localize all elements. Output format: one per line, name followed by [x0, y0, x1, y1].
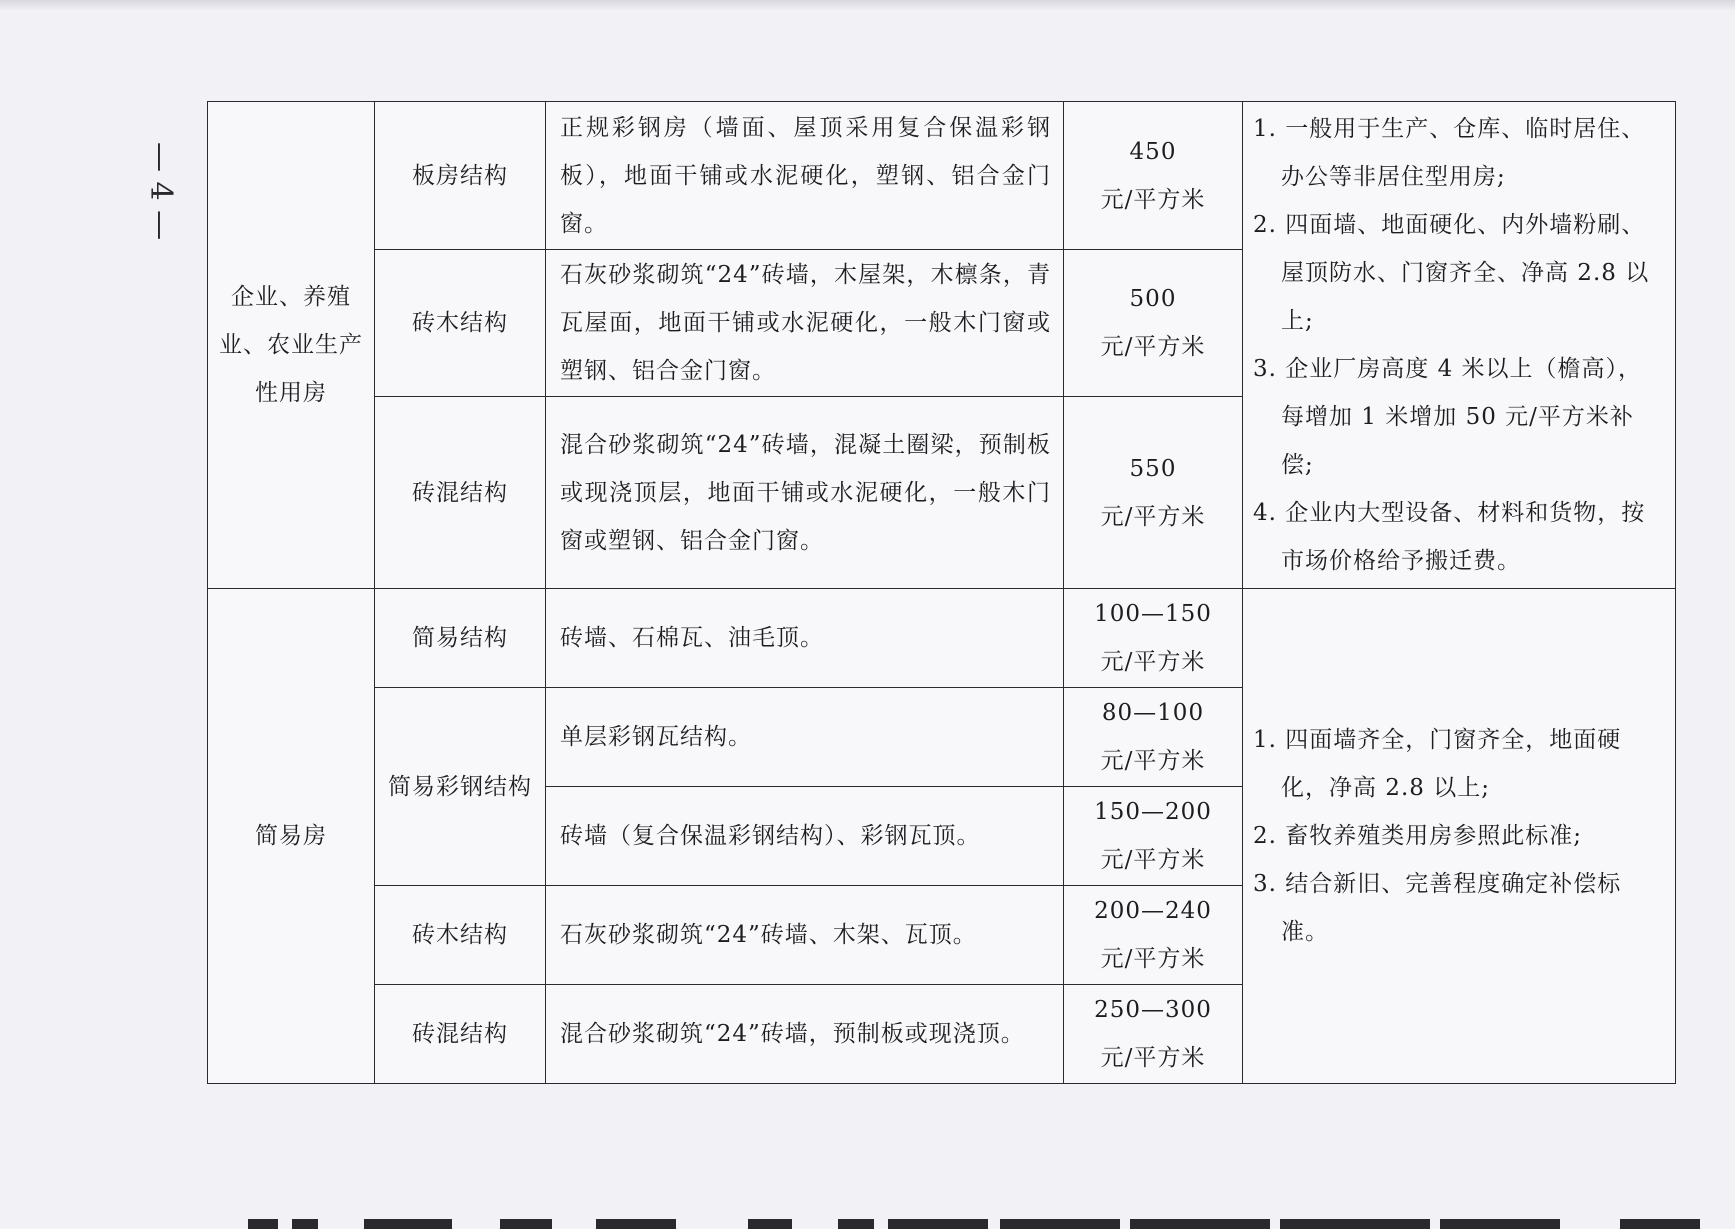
price-value: 150—200 — [1094, 799, 1212, 825]
structure-cell: 简易结构 — [375, 589, 546, 688]
description-cell: 砖墙（复合保温彩钢结构）、彩钢瓦顶。 — [546, 787, 1064, 886]
description-cell: 石灰砂浆砌筑“24”砖墙，木屋架，木檩条，青瓦屋面，地面干铺或水泥硬化，一般木门窗或塑钢、铝合金门窗。 — [546, 250, 1064, 397]
price-cell — [1064, 787, 1243, 886]
description-cell: 正规彩钢房（墙面、屋顶采用复合保温彩钢板），地面干铺或水泥硬化，塑钢、铝合金门窗。 — [546, 102, 1064, 250]
price-unit: 元/平方米 — [1100, 748, 1206, 774]
price-unit: 元/平方米 — [1100, 334, 1206, 360]
price-cell — [1064, 589, 1243, 688]
price-unit: 元/平方米 — [1100, 186, 1206, 213]
description-cell: 混合砂浆砌筑“24”砖墙，混凝土圈梁，预制板或现浇顶层，地面干铺或水泥硬化，一般木门窗或塑钢、铝合金门窗。 — [546, 397, 1064, 589]
description-cell: 砖墙、石棉瓦、油毛顶。 — [546, 589, 1064, 688]
notes-cell — [1243, 589, 1676, 1084]
note-item: 2. 畜牧养殖类用房参照此标准; — [1253, 823, 1583, 849]
description-cell: 混合砂浆砌筑“24”砖墙，预制板或现浇顶。 — [546, 985, 1064, 1084]
note-item: 3. 结合新旧、完善程度确定补偿标准。 — [1253, 871, 1622, 945]
structure-cell: 板房结构 — [375, 102, 546, 250]
price-cell — [1064, 886, 1243, 985]
price-value: 450 — [1129, 138, 1177, 165]
scan-top-edge — [0, 0, 1735, 10]
compensation-table — [207, 101, 1676, 1084]
category-cell: 简易房 — [208, 589, 375, 1084]
price-value: 250—300 — [1094, 997, 1212, 1023]
structure-cell: 砖混结构 — [375, 985, 546, 1084]
price-value: 100—150 — [1094, 601, 1212, 627]
note-item: 2. 四面墙、地面硬化、内外墙粉刷、屋顶防水、门窗齐全、净高 2.8 以上; — [1253, 212, 1650, 334]
scan-bottom-edge — [0, 1215, 1735, 1229]
price-unit: 元/平方米 — [1100, 649, 1206, 675]
price-value: 550 — [1129, 455, 1177, 482]
price-cell — [1064, 688, 1243, 787]
notes-cell — [1243, 102, 1676, 589]
price-cell — [1064, 250, 1243, 397]
price-value: 80—100 — [1101, 700, 1205, 726]
table-row — [208, 102, 1676, 250]
price-cell — [1064, 397, 1243, 589]
price-unit: 元/平方米 — [1100, 946, 1206, 972]
table-row — [208, 589, 1676, 688]
note-item: 4. 企业内大型设备、材料和货物，按市场价格给予搬迁费。 — [1253, 500, 1646, 574]
structure-cell: 砖木结构 — [375, 250, 546, 397]
price-unit: 元/平方米 — [1100, 847, 1206, 873]
price-value: 500 — [1129, 286, 1177, 312]
price-value: 200—240 — [1094, 898, 1212, 924]
price-cell — [1064, 985, 1243, 1084]
structure-cell: 砖木结构 — [375, 886, 546, 985]
price-unit: 元/平方米 — [1100, 1045, 1206, 1071]
note-item: 1. 一般用于生产、仓库、临时居住、办公等非居住型用房; — [1253, 116, 1646, 190]
price-cell — [1064, 102, 1243, 250]
description-cell: 单层彩钢瓦结构。 — [546, 688, 1064, 787]
note-item: 3. 企业厂房高度 4 米以上（檐高），每增加 1 米增加 50 元/平方米补偿; — [1253, 356, 1643, 478]
structure-cell: 砖混结构 — [375, 397, 546, 589]
page-number: — 4 — — [143, 141, 178, 241]
note-item: 1. 四面墙齐全，门窗齐全，地面硬化，净高 2.8 以上; — [1253, 727, 1622, 801]
category-cell: 企业、养殖业、农业生产性用房 — [208, 102, 375, 589]
description-cell: 石灰砂浆砌筑“24”砖墙、木架、瓦顶。 — [546, 886, 1064, 985]
structure-cell: 简易彩钢结构 — [375, 688, 546, 886]
price-unit: 元/平方米 — [1100, 503, 1206, 530]
